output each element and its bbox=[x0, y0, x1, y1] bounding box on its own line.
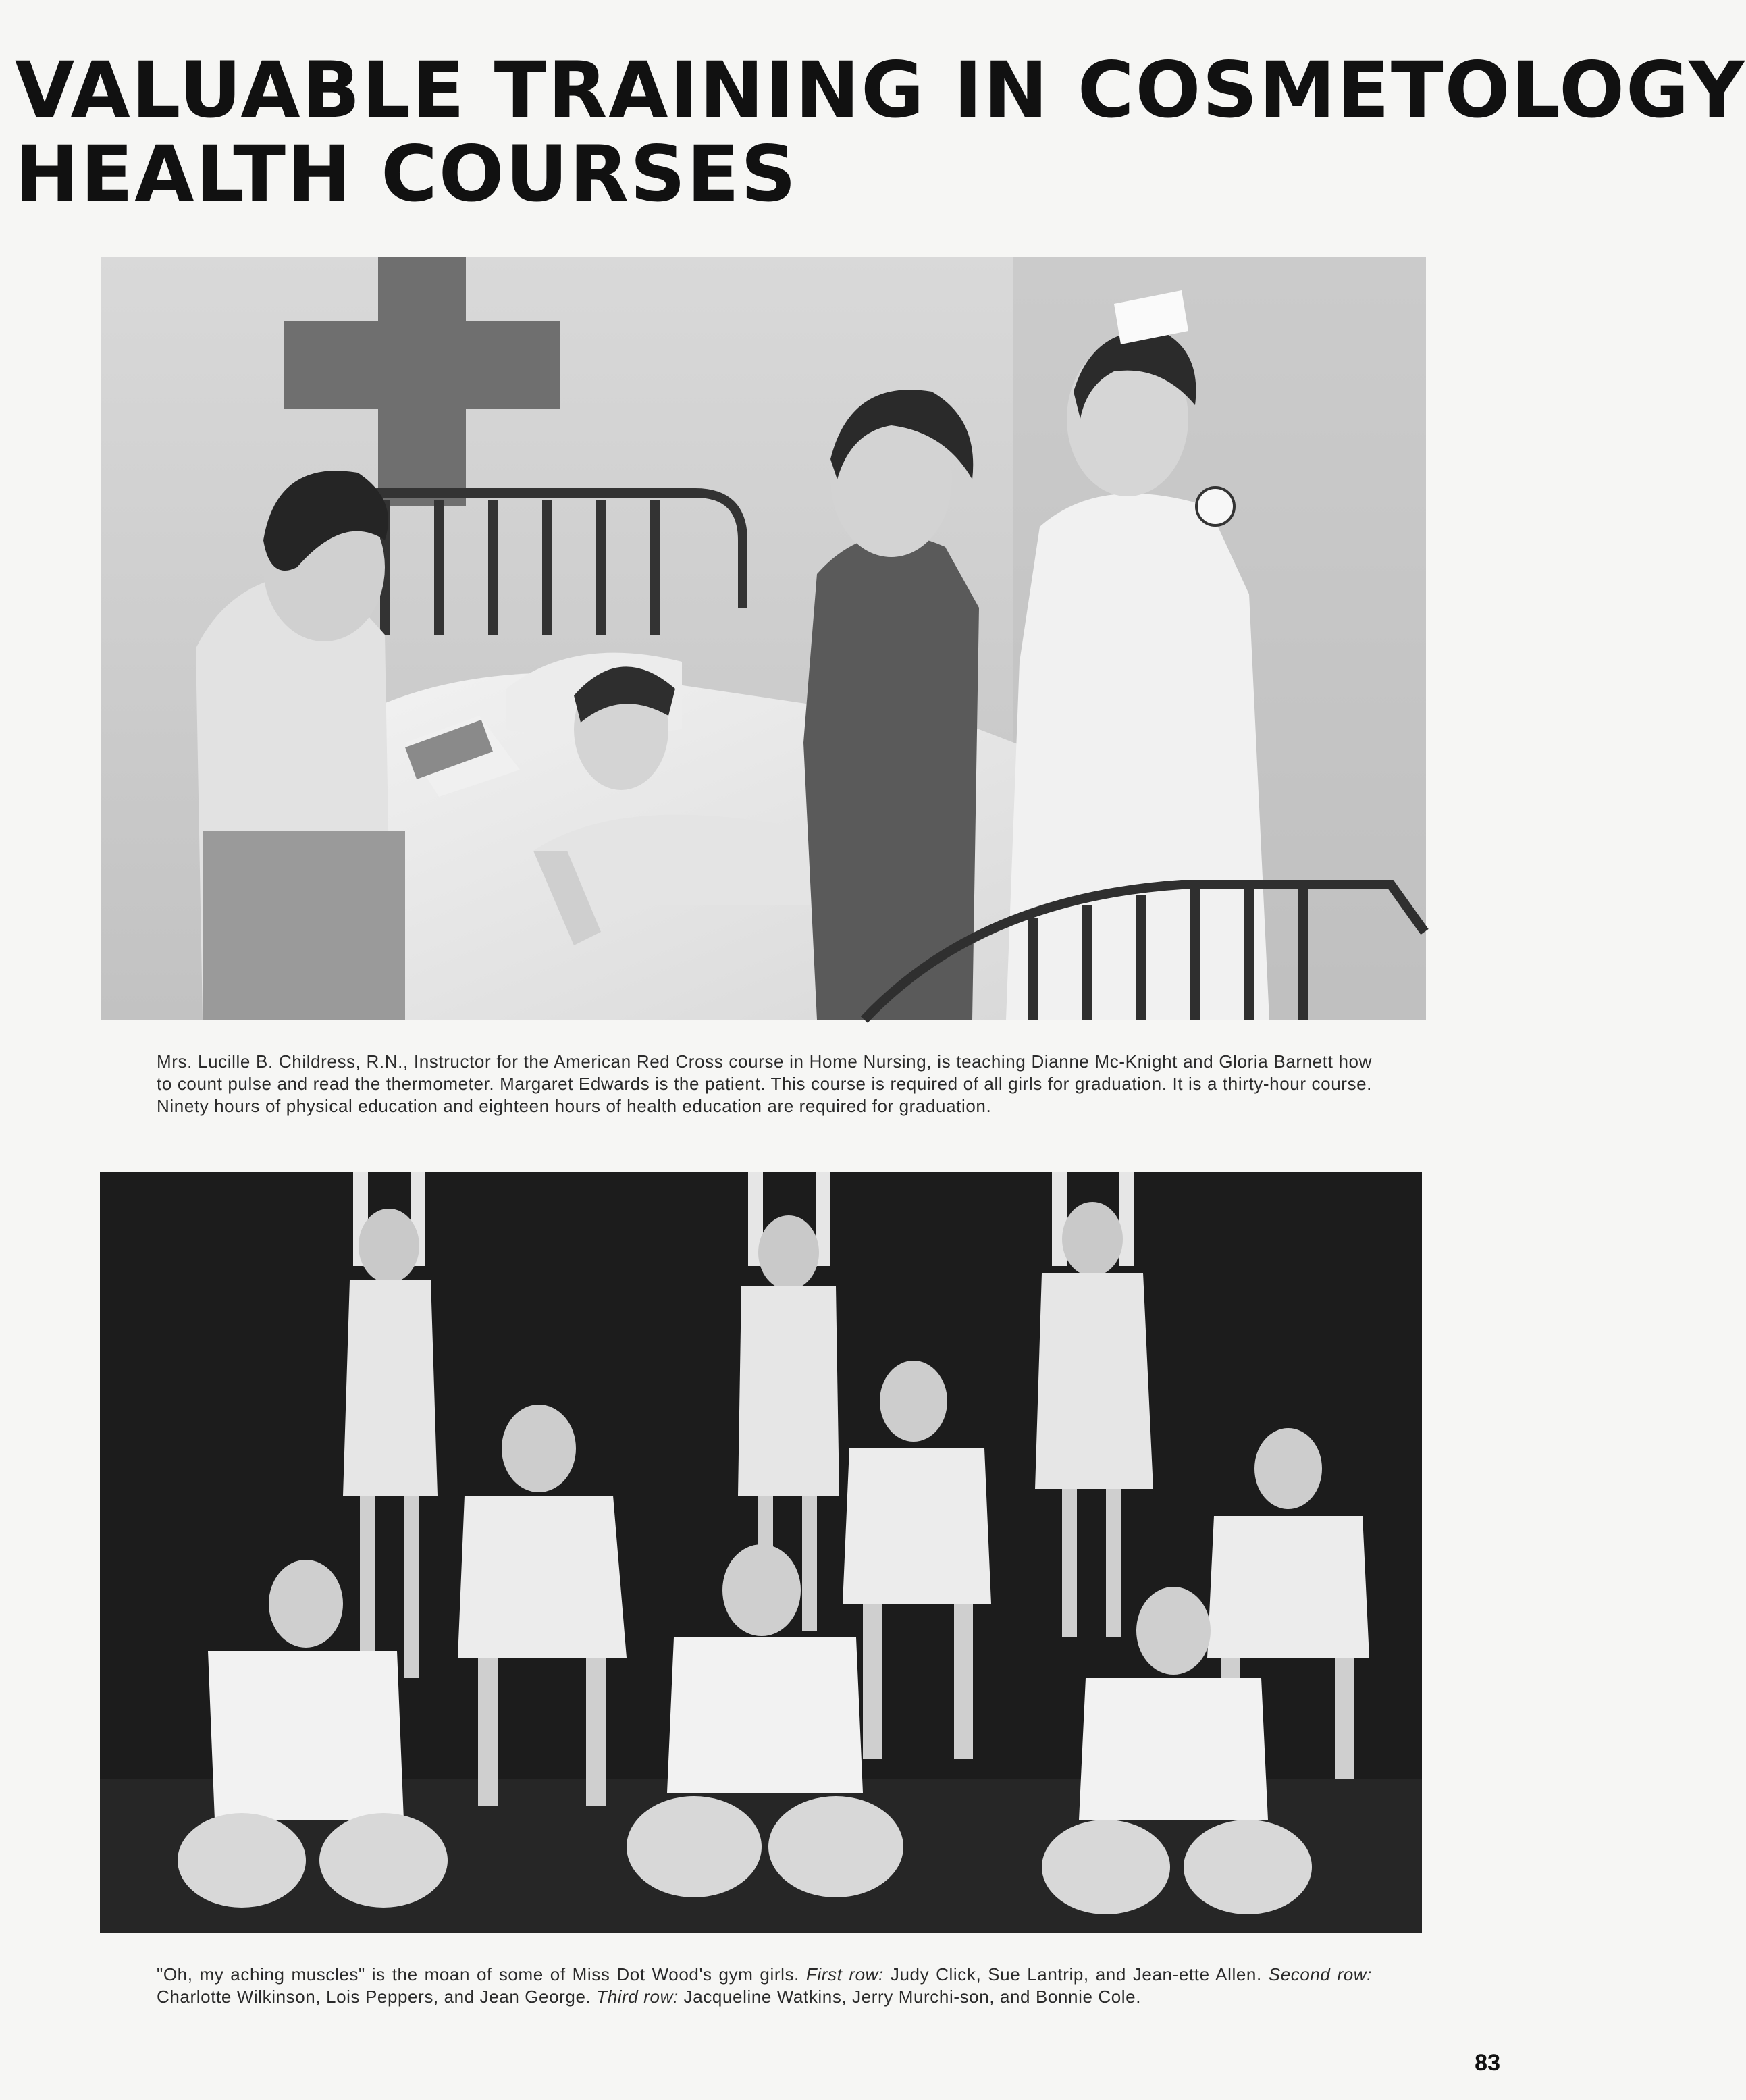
headline-line-1: VALUABLE TRAINING IN COSMETOLOGY bbox=[15, 45, 1746, 135]
second-row-label: Second row: bbox=[1268, 1964, 1372, 1985]
third-row-label: Third row: bbox=[596, 1987, 679, 2007]
nursing-photo-caption: Mrs. Lucille B. Childress, R.N., Instructor for the American Red Cross course in Home Nursing, is teaching Dianne Mc-Knight and Gloria Barnett how to count pulse and read the thermometer. Margaret Edwards is the patient. This course is required of all girls for graduation. It is a thirty-hour course. Ninety hours of physical education and eighteen hours of health education are required for graduation. bbox=[157, 1051, 1372, 1116]
third-row-names: Jacqueline Watkins, Jerry Murchi-son, and Bonnie Cole. bbox=[683, 1987, 1142, 2007]
gym-class-photo bbox=[100, 1172, 1422, 1933]
red-cross-patch bbox=[1196, 488, 1234, 525]
page-headline bbox=[15, 45, 1746, 219]
page-number: 83 bbox=[1475, 2050, 1500, 2076]
nursing-class-illustration bbox=[101, 257, 1426, 1020]
second-row-names: Charlotte Wilkinson, Lois Peppers, and Jean George. bbox=[157, 1987, 591, 2007]
gym-photo-caption bbox=[157, 1964, 1372, 2008]
nursing-class-photo bbox=[101, 257, 1426, 1020]
first-row-names: Judy Click, Sue Lantrip, and Jean-ette Allen. bbox=[890, 1964, 1262, 1985]
gym-caption-intro: "Oh, my aching muscles" is the moan of some of Miss Dot Wood's gym girls. bbox=[157, 1964, 799, 1985]
first-row-label: First row: bbox=[805, 1964, 884, 1985]
headline-line-2: HEALTH COURSES bbox=[15, 129, 798, 219]
gym-class-illustration bbox=[100, 1172, 1422, 1933]
